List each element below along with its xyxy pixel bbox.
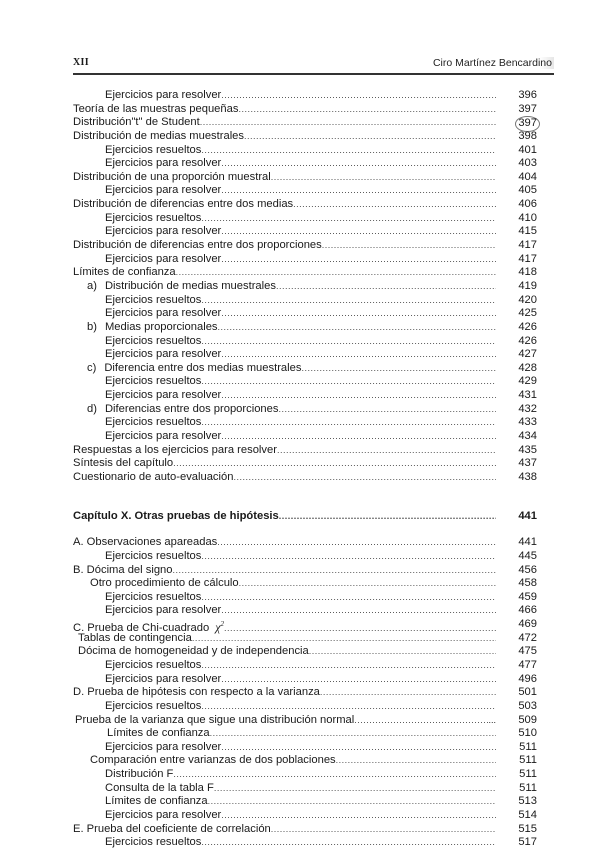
page-ref: 404 bbox=[518, 170, 537, 183]
page-ref: 405 bbox=[518, 184, 537, 197]
toc-entry bbox=[73, 768, 543, 782]
entry-label: Ejercicios para resolver bbox=[105, 672, 222, 685]
entry-leader bbox=[73, 795, 496, 809]
toc-entry bbox=[73, 550, 543, 564]
entry-label: Distribución de medias muestrales bbox=[73, 129, 244, 142]
page-ref: 432 bbox=[518, 402, 537, 415]
page-ref: 456 bbox=[518, 563, 537, 576]
toc-entry bbox=[73, 823, 543, 837]
page-ref: 515 bbox=[518, 822, 537, 835]
entry-leader bbox=[73, 659, 496, 673]
entry-leader bbox=[73, 673, 496, 687]
page-ref: 427 bbox=[518, 348, 537, 361]
page-ref: 417 bbox=[518, 239, 537, 252]
dot-leader bbox=[210, 727, 496, 741]
entry-label: Límites de confianza bbox=[107, 727, 210, 740]
entry-label: Respuestas a los ejercicios para resolver bbox=[73, 443, 277, 456]
page-ref: 513 bbox=[518, 795, 537, 808]
entry-label: Cuestionario de auto-evaluación bbox=[73, 470, 234, 483]
toc-entry bbox=[73, 212, 543, 226]
entry-leader bbox=[73, 171, 496, 185]
toc-entry bbox=[73, 604, 543, 618]
dot-leader bbox=[201, 144, 496, 158]
entry-label: B. Dócima del signo bbox=[73, 563, 173, 576]
entry-leader bbox=[73, 253, 496, 267]
toc-entry bbox=[73, 239, 543, 253]
page-ref: 511 bbox=[519, 754, 537, 767]
page-ref: 475 bbox=[518, 645, 537, 658]
toc-entry bbox=[73, 795, 543, 809]
dot-leader bbox=[221, 389, 496, 403]
entry-leader bbox=[73, 294, 496, 308]
entry-label: Ejercicios para resolver bbox=[105, 252, 222, 265]
entry-leader bbox=[73, 591, 496, 605]
page-ref: 477 bbox=[518, 658, 537, 671]
entry-leader bbox=[73, 416, 496, 430]
page-ref: 501 bbox=[518, 686, 537, 699]
page-ref: 441 bbox=[518, 536, 537, 549]
entry-label: Distribución"t" de Student bbox=[73, 116, 200, 129]
dot-leader bbox=[320, 686, 496, 700]
entry-leader bbox=[73, 457, 496, 471]
dot-leader bbox=[233, 471, 496, 485]
dot-leader bbox=[201, 416, 496, 430]
entry-leader bbox=[73, 700, 496, 714]
page-ref: 431 bbox=[518, 389, 537, 402]
entry-label: Ejercicios resueltos bbox=[105, 143, 202, 156]
toc-entry bbox=[73, 157, 543, 171]
toc-entry bbox=[73, 403, 543, 417]
toc-entry bbox=[73, 686, 543, 700]
page-ref: 459 bbox=[518, 590, 537, 603]
dot-leader bbox=[221, 184, 496, 198]
entry-label: Distribución F bbox=[105, 768, 174, 781]
entry-leader bbox=[73, 157, 496, 171]
dot-leader bbox=[221, 673, 496, 687]
dot-leader bbox=[278, 403, 496, 417]
toc-entry bbox=[73, 714, 543, 728]
entry-marker: d) bbox=[87, 402, 97, 415]
entry-label: Ejercicios para resolver bbox=[105, 157, 222, 170]
entry-leader bbox=[73, 266, 496, 280]
entry-leader bbox=[73, 809, 496, 823]
entry-label: Distribución de una proporción muestral bbox=[73, 170, 271, 183]
toc-entry bbox=[73, 457, 543, 471]
toc-entry bbox=[73, 836, 543, 850]
entry-label: Ejercicios para resolver bbox=[105, 809, 222, 822]
entry-label: Ejercicios para resolver bbox=[105, 430, 222, 443]
entry-leader bbox=[73, 212, 496, 226]
dot-leader bbox=[173, 564, 497, 578]
toc-entry bbox=[73, 198, 543, 212]
entry-leader bbox=[73, 144, 496, 158]
dot-leader bbox=[322, 239, 496, 253]
toc-entry bbox=[73, 645, 543, 659]
dot-leader bbox=[244, 130, 496, 144]
entry-leader bbox=[73, 116, 496, 130]
page-ref: 511 bbox=[519, 740, 537, 753]
page-ref: 517 bbox=[518, 836, 537, 849]
dot-leader bbox=[176, 266, 496, 280]
entry-leader bbox=[73, 184, 496, 198]
entry-leader bbox=[73, 130, 496, 144]
entry-leader bbox=[73, 741, 496, 755]
toc-entry bbox=[73, 591, 543, 605]
entry-label: E. Prueba del coeficiente de correlación bbox=[73, 822, 271, 835]
entry-label: C. Prueba de Chi-cuadrado bbox=[73, 622, 210, 635]
entry-label: Ejercicios para resolver bbox=[105, 604, 222, 617]
toc-entry bbox=[73, 700, 543, 714]
entry-leader bbox=[73, 403, 496, 417]
entry-label: Comparación entre varianzas de dos poblaciones bbox=[90, 754, 336, 767]
entry-marker: b) bbox=[87, 320, 97, 333]
page-ref: 419 bbox=[518, 279, 537, 292]
page-ref: 514 bbox=[518, 809, 537, 822]
entry-leader bbox=[73, 444, 496, 458]
dot-leader bbox=[221, 253, 496, 267]
entry-label: Ejercicios resueltos bbox=[105, 211, 202, 224]
dot-leader bbox=[301, 362, 496, 376]
entry-leader bbox=[73, 510, 496, 524]
entry-label: Ejercicios para resolver bbox=[105, 184, 222, 197]
entry-label: Ejercicios para resolver bbox=[105, 348, 222, 361]
entry-leader bbox=[73, 225, 496, 239]
entry-leader bbox=[73, 239, 496, 253]
dot-leader bbox=[221, 348, 496, 362]
page-ref: 458 bbox=[518, 577, 537, 590]
running-header bbox=[73, 55, 554, 71]
toc-entry bbox=[73, 809, 543, 823]
dot-leader bbox=[221, 604, 496, 618]
page-ref: 441 bbox=[518, 509, 537, 522]
entry-leader bbox=[73, 335, 496, 349]
dot-leader bbox=[293, 198, 496, 212]
page-ref: 466 bbox=[518, 604, 537, 617]
entry-label: Distribución de diferencias entre dos proporciones bbox=[73, 239, 322, 252]
entry-leader bbox=[73, 632, 496, 646]
leader-suffix: ... bbox=[488, 714, 496, 725]
page-ref: 435 bbox=[518, 443, 537, 456]
entry-label: Ejercicios resueltos bbox=[105, 375, 202, 388]
entry-label: Ejercicios resueltos bbox=[105, 334, 202, 347]
page-ref: 401 bbox=[518, 143, 537, 156]
dot-leader bbox=[218, 321, 496, 335]
entry-label: Ejercicios resueltos bbox=[105, 416, 202, 429]
toc-entry bbox=[73, 754, 543, 768]
page-ref: 433 bbox=[518, 416, 537, 429]
entry-leader bbox=[73, 768, 496, 782]
entry-label: Ejercicios resueltos bbox=[105, 590, 202, 603]
entry-label: Ejercicios resueltos bbox=[105, 658, 202, 671]
page-ref: 410 bbox=[518, 211, 537, 224]
toc-entry bbox=[73, 564, 543, 578]
page-ref: 426 bbox=[518, 334, 537, 347]
dot-leader bbox=[239, 577, 496, 591]
entry-label: Diferencias entre dos proporciones bbox=[104, 402, 279, 415]
entry-label: Límites de confianza bbox=[105, 795, 208, 808]
toc-entry bbox=[73, 103, 543, 117]
entry-label: Consulta de la tabla F bbox=[105, 781, 214, 794]
toc-entry bbox=[73, 294, 543, 308]
dot-leader bbox=[309, 645, 496, 659]
toc-entry bbox=[73, 577, 543, 591]
dot-leader bbox=[271, 823, 496, 837]
page-ref: 445 bbox=[518, 549, 537, 562]
page-ref: 397 bbox=[518, 102, 537, 115]
entry-label: Capítulo X. Otras pruebas de hipótesis bbox=[73, 509, 279, 522]
entry-label: Otro procedimiento de cálculo bbox=[90, 577, 239, 590]
toc-entry bbox=[73, 280, 543, 294]
dot-leader bbox=[221, 430, 496, 444]
dot-leader bbox=[200, 116, 496, 130]
page-ref: 398 bbox=[518, 129, 537, 142]
dot-leader bbox=[201, 212, 496, 226]
page-ref: 415 bbox=[518, 225, 537, 238]
dot-leader bbox=[201, 591, 496, 605]
dot-leader bbox=[336, 754, 496, 768]
page-ref: 510 bbox=[518, 727, 537, 740]
entry-leader bbox=[73, 103, 496, 117]
entry-label: A. Observaciones apareadas bbox=[73, 536, 218, 549]
toc-entry bbox=[73, 782, 543, 796]
dot-leader bbox=[221, 225, 496, 239]
toc-entry bbox=[73, 536, 543, 550]
entry-leader bbox=[73, 604, 496, 618]
page-ref: 425 bbox=[518, 307, 537, 320]
dot-leader bbox=[221, 157, 496, 171]
entry-leader bbox=[73, 430, 496, 444]
entry-label: Teoría de las muestras pequeñas bbox=[73, 102, 239, 115]
spacer bbox=[73, 498, 543, 510]
entry-label: Ejercicios para resolver bbox=[105, 225, 222, 238]
dot-leader bbox=[173, 457, 496, 471]
toc-entry bbox=[73, 321, 543, 335]
toc-entry bbox=[73, 430, 543, 444]
dot-leader bbox=[201, 836, 496, 850]
dot-leader bbox=[173, 768, 496, 782]
dot-leader bbox=[279, 510, 496, 524]
page-ref: 472 bbox=[518, 631, 537, 644]
page-ref: 420 bbox=[518, 293, 537, 306]
entry-marker: c) bbox=[87, 361, 97, 374]
page-ref: 511 bbox=[519, 768, 537, 781]
entry-leader bbox=[73, 550, 496, 564]
entry-leader bbox=[73, 577, 496, 591]
toc-entry bbox=[73, 307, 543, 321]
page-ref: 438 bbox=[518, 470, 537, 483]
entry-leader bbox=[73, 727, 496, 741]
entry-label: D. Prueba de hipótesis con respecto a la varianza bbox=[73, 686, 320, 699]
dot-leader bbox=[201, 335, 496, 349]
toc-entry bbox=[73, 130, 543, 144]
toc-entry bbox=[73, 89, 543, 103]
dot-leader bbox=[221, 741, 496, 755]
page-ref: 396 bbox=[518, 89, 537, 101]
dot-leader bbox=[214, 782, 496, 796]
dot-leader bbox=[201, 700, 496, 714]
entry-label: Medias proporcionales bbox=[104, 320, 218, 333]
toc-entry bbox=[73, 375, 543, 389]
dot-leader bbox=[192, 632, 496, 646]
entry-leader bbox=[73, 536, 496, 550]
entry-label: Ejercicios para resolver bbox=[105, 389, 222, 402]
toc-entry bbox=[73, 253, 543, 267]
page-ref: 496 bbox=[518, 672, 537, 685]
entry-label: Ejercicios para resolver bbox=[105, 89, 222, 101]
dot-leader bbox=[201, 550, 496, 564]
toc-entry bbox=[73, 362, 543, 376]
table-of-contents bbox=[73, 89, 543, 850]
toc-entry bbox=[73, 184, 543, 198]
entry-label: Límites de confianza bbox=[73, 266, 176, 279]
dot-leader bbox=[201, 659, 496, 673]
toc-entry bbox=[73, 632, 543, 646]
toc-entry bbox=[73, 335, 543, 349]
toc-entry bbox=[73, 673, 543, 687]
entry-leader bbox=[73, 321, 496, 335]
entry-label: Ejercicios resueltos bbox=[105, 293, 202, 306]
page-ref: 397 bbox=[515, 116, 540, 132]
toc-entry bbox=[73, 659, 543, 673]
entry-leader bbox=[73, 362, 496, 376]
page-ref: 469 bbox=[518, 618, 537, 631]
page-ref: 428 bbox=[518, 361, 537, 374]
entry-label: Dócima de homogeneidad y de independencia bbox=[78, 645, 309, 658]
toc-entry bbox=[73, 116, 543, 130]
toc-entry bbox=[73, 727, 543, 741]
dot-leader bbox=[221, 89, 496, 103]
dot-leader bbox=[217, 536, 496, 550]
entry-leader bbox=[73, 280, 496, 294]
dot-leader bbox=[276, 280, 496, 294]
entry-label: Ejercicios para resolver bbox=[105, 740, 222, 753]
dot-leader bbox=[238, 103, 496, 117]
entry-leader bbox=[73, 348, 496, 362]
toc-entry bbox=[73, 416, 543, 430]
entry-leader bbox=[73, 823, 496, 837]
entry-leader bbox=[73, 782, 496, 796]
entry-leader bbox=[73, 645, 496, 659]
entry-marker: a) bbox=[87, 279, 97, 292]
page-ref: 437 bbox=[518, 457, 537, 470]
entry-leader bbox=[73, 754, 496, 768]
toc-entry bbox=[73, 471, 543, 485]
entry-leader bbox=[73, 89, 496, 103]
entry-label: Distribución de diferencias entre dos medias bbox=[73, 198, 294, 211]
page-ref: 503 bbox=[518, 699, 537, 712]
page-number: XII bbox=[73, 57, 89, 68]
dot-leader bbox=[354, 714, 488, 728]
entry-label: Ejercicios resueltos bbox=[105, 836, 202, 849]
header-rule bbox=[73, 73, 554, 75]
toc-entry bbox=[73, 444, 543, 458]
toc-entry bbox=[73, 618, 543, 635]
author-name: Ciro Martínez Bencardino bbox=[432, 57, 552, 69]
entry-label: Ejercicios para resolver bbox=[105, 307, 222, 320]
entry-leader bbox=[73, 307, 496, 321]
entry-leader bbox=[73, 389, 496, 403]
page-ref: 429 bbox=[518, 375, 537, 388]
entry-label: Ejercicios resueltos bbox=[105, 699, 202, 712]
toc-entry bbox=[73, 266, 543, 280]
page-ref: 418 bbox=[518, 266, 537, 279]
dot-leader bbox=[221, 809, 496, 823]
spacer bbox=[73, 523, 543, 536]
dot-leader bbox=[201, 294, 496, 308]
toc-entry bbox=[73, 225, 543, 239]
entry-label: Síntesis del capítulo bbox=[73, 457, 174, 470]
entry-leader bbox=[73, 471, 496, 485]
chapter-heading-entry bbox=[73, 510, 543, 524]
entry-leader bbox=[73, 686, 496, 700]
dot-leader bbox=[221, 307, 496, 321]
entry-leader bbox=[73, 714, 496, 728]
entry-leader bbox=[73, 375, 496, 389]
toc-entry bbox=[73, 144, 543, 158]
dot-leader bbox=[277, 444, 496, 458]
entry-leader bbox=[73, 198, 496, 212]
entry-leader bbox=[73, 836, 496, 850]
page-ref: 426 bbox=[518, 320, 537, 333]
toc-entry bbox=[73, 389, 543, 403]
page-ref: 417 bbox=[518, 252, 537, 265]
page-ref: 509 bbox=[518, 713, 537, 726]
entry-label: Tablas de contingencia bbox=[78, 631, 192, 644]
entry-label: Ejercicios resueltos bbox=[105, 549, 202, 562]
toc-entry bbox=[73, 348, 543, 362]
entry-leader bbox=[73, 564, 496, 578]
spacer bbox=[73, 485, 543, 498]
entry-label: Distribución de medias muestrales bbox=[104, 279, 276, 292]
entry-label: Prueba de la varianza que sigue una distribución normal bbox=[75, 713, 355, 726]
toc-entry bbox=[73, 741, 543, 755]
entry-label: Diferencia entre dos medias muestrales bbox=[104, 361, 302, 374]
page-ref: 511 bbox=[519, 781, 537, 794]
dot-leader bbox=[201, 375, 496, 389]
chi-square-symbol: $\chi^2$ bbox=[215, 620, 224, 635]
toc-entry bbox=[73, 171, 543, 185]
page-ref: 403 bbox=[518, 157, 537, 170]
dot-leader bbox=[208, 795, 496, 809]
page-ref: 406 bbox=[518, 198, 537, 211]
page-ref: 434 bbox=[518, 430, 537, 443]
dot-leader bbox=[271, 171, 496, 185]
